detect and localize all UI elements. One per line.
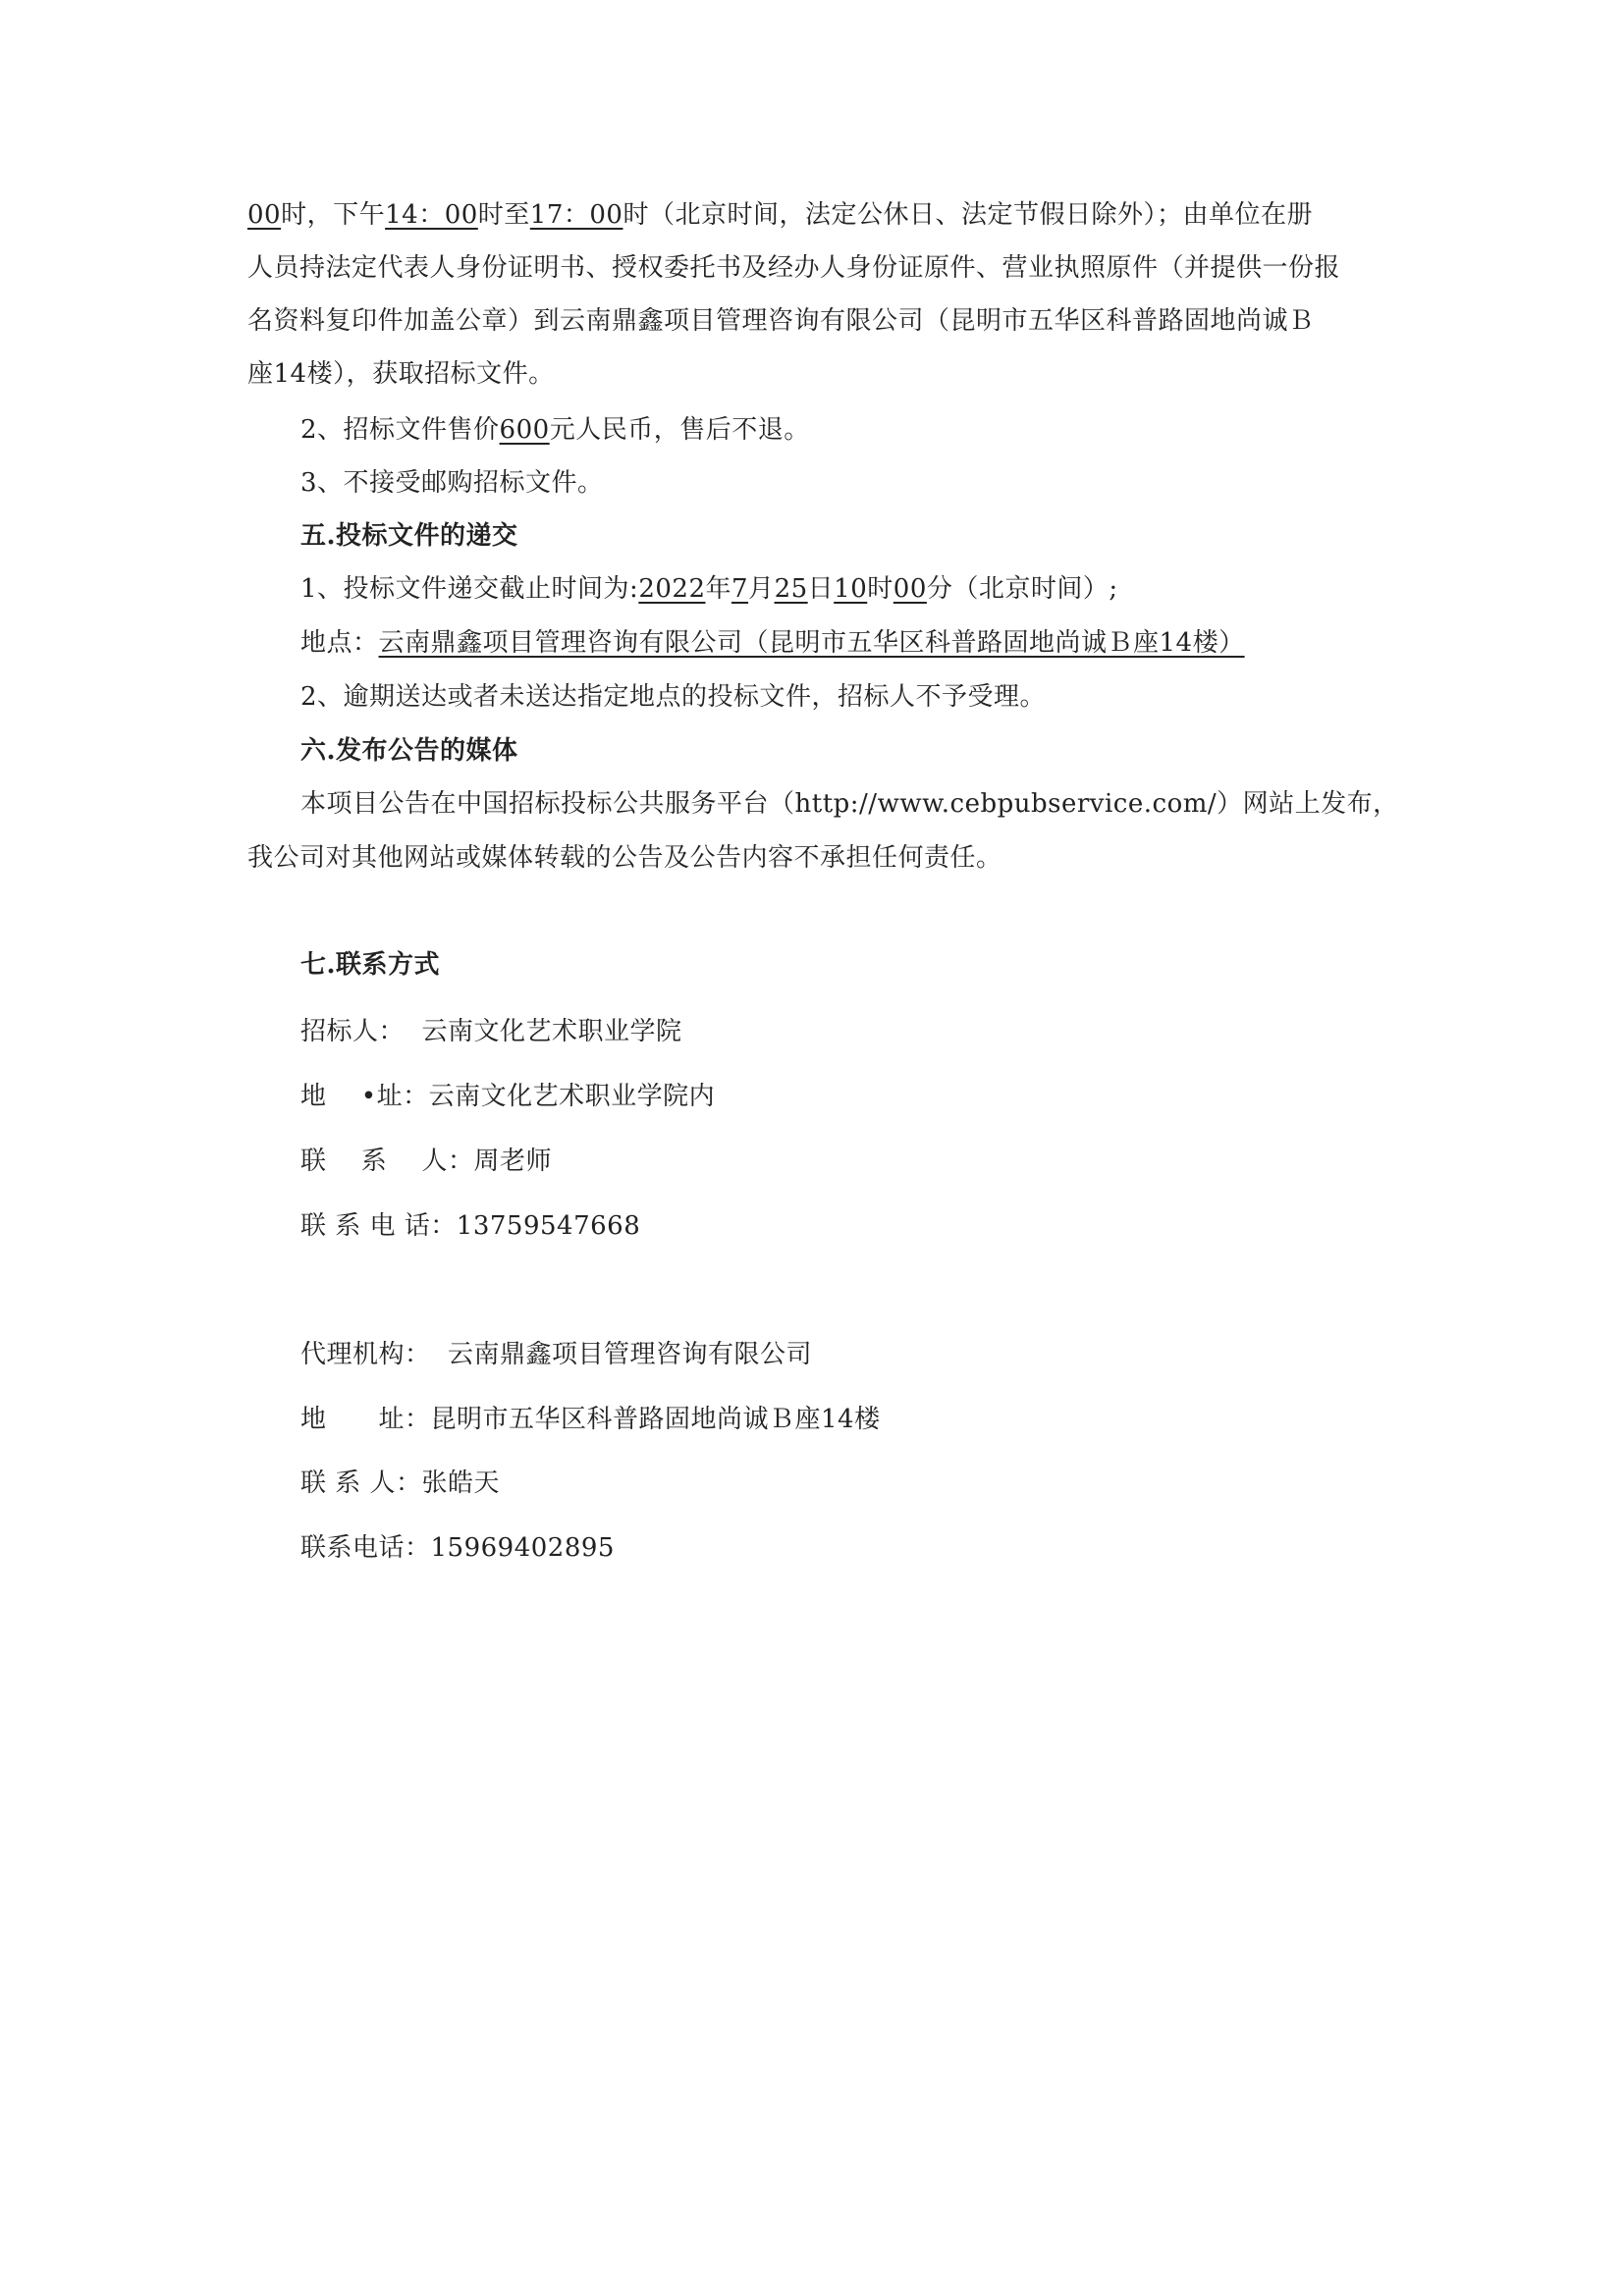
text-line: 3、不接受邮购招标文件。 — [300, 468, 604, 498]
underlined-value: 17：00 — [529, 200, 623, 230]
contact-row: 联系电话：15969402895 — [300, 1533, 615, 1563]
underlined-value: 00 — [247, 200, 282, 230]
underlined-value: 2022 — [638, 574, 706, 604]
underlined-value: 25 — [774, 574, 808, 604]
contact-row: 地 •址：云南文化艺术职业学院内 — [300, 1082, 716, 1111]
text-line: 名资料复印件加盖公章）到云南鼎鑫项目管理咨询有限公司（昆明市五华区科普路固地尚诚Ｂ — [247, 306, 1315, 336]
section-heading: 七.联系方式 — [300, 950, 441, 980]
contact-row: 联 系 人：周老师 — [300, 1147, 553, 1176]
section-heading: 六.发布公告的媒体 — [300, 736, 518, 766]
text-line: 1、投标文件递交截止时间为:2022年7月25日10时00分（北京时间）; — [300, 574, 1118, 604]
underlined-value: 14：00 — [385, 200, 478, 230]
section-heading: 五.投标文件的递交 — [300, 521, 518, 551]
contact-row: 代理机构： 云南鼎鑫项目管理咨询有限公司 — [300, 1340, 813, 1369]
text-line: 人员持法定代表人身份证明书、授权委托书及经办人身份证原件、营业执照原件（并提供一份报 — [247, 253, 1341, 283]
text-line: 地点：云南鼎鑫项目管理咨询有限公司（昆明市五华区科普路固地尚诚Ｂ座14楼） — [300, 628, 1245, 658]
text-line: 座14楼），获取招标文件。 — [247, 359, 555, 389]
text-line: 2、招标文件售价600元人民币，售后不退。 — [300, 415, 810, 445]
underlined-value: 云南鼎鑫项目管理咨询有限公司（昆明市五华区科普路固地尚诚Ｂ座14楼） — [378, 628, 1245, 658]
underlined-value: 7 — [731, 574, 749, 604]
text-line: 2、逾期送达或者未送达指定地点的投标文件，招标人不予受理。 — [300, 682, 1047, 712]
text-line: 本项目公告在中国招标投标公共服务平台（http://www.cebpubservice.com/）网站上发布， — [300, 789, 1399, 819]
underlined-value: 00 — [893, 574, 927, 604]
contact-row: 招标人： 云南文化艺术职业学院 — [300, 1017, 682, 1046]
contact-row: 地 址：昆明市五华区科普路固地尚诚Ｂ座14楼 — [300, 1405, 881, 1434]
underlined-value: 600 — [499, 415, 550, 445]
contact-row: 联 系 电 话：13759547668 — [300, 1211, 641, 1241]
contact-row: 联 系 人：张皓天 — [300, 1468, 501, 1498]
text-line: 我公司对其他网站或媒体转载的公告及公告内容不承担任何责任。 — [247, 843, 1002, 873]
text-line: 00时，下午14：00时至17：00时（北京时间，法定公休日、法定节假日除外）；由单位在册 — [247, 200, 1313, 230]
underlined-value: 10 — [834, 574, 868, 604]
